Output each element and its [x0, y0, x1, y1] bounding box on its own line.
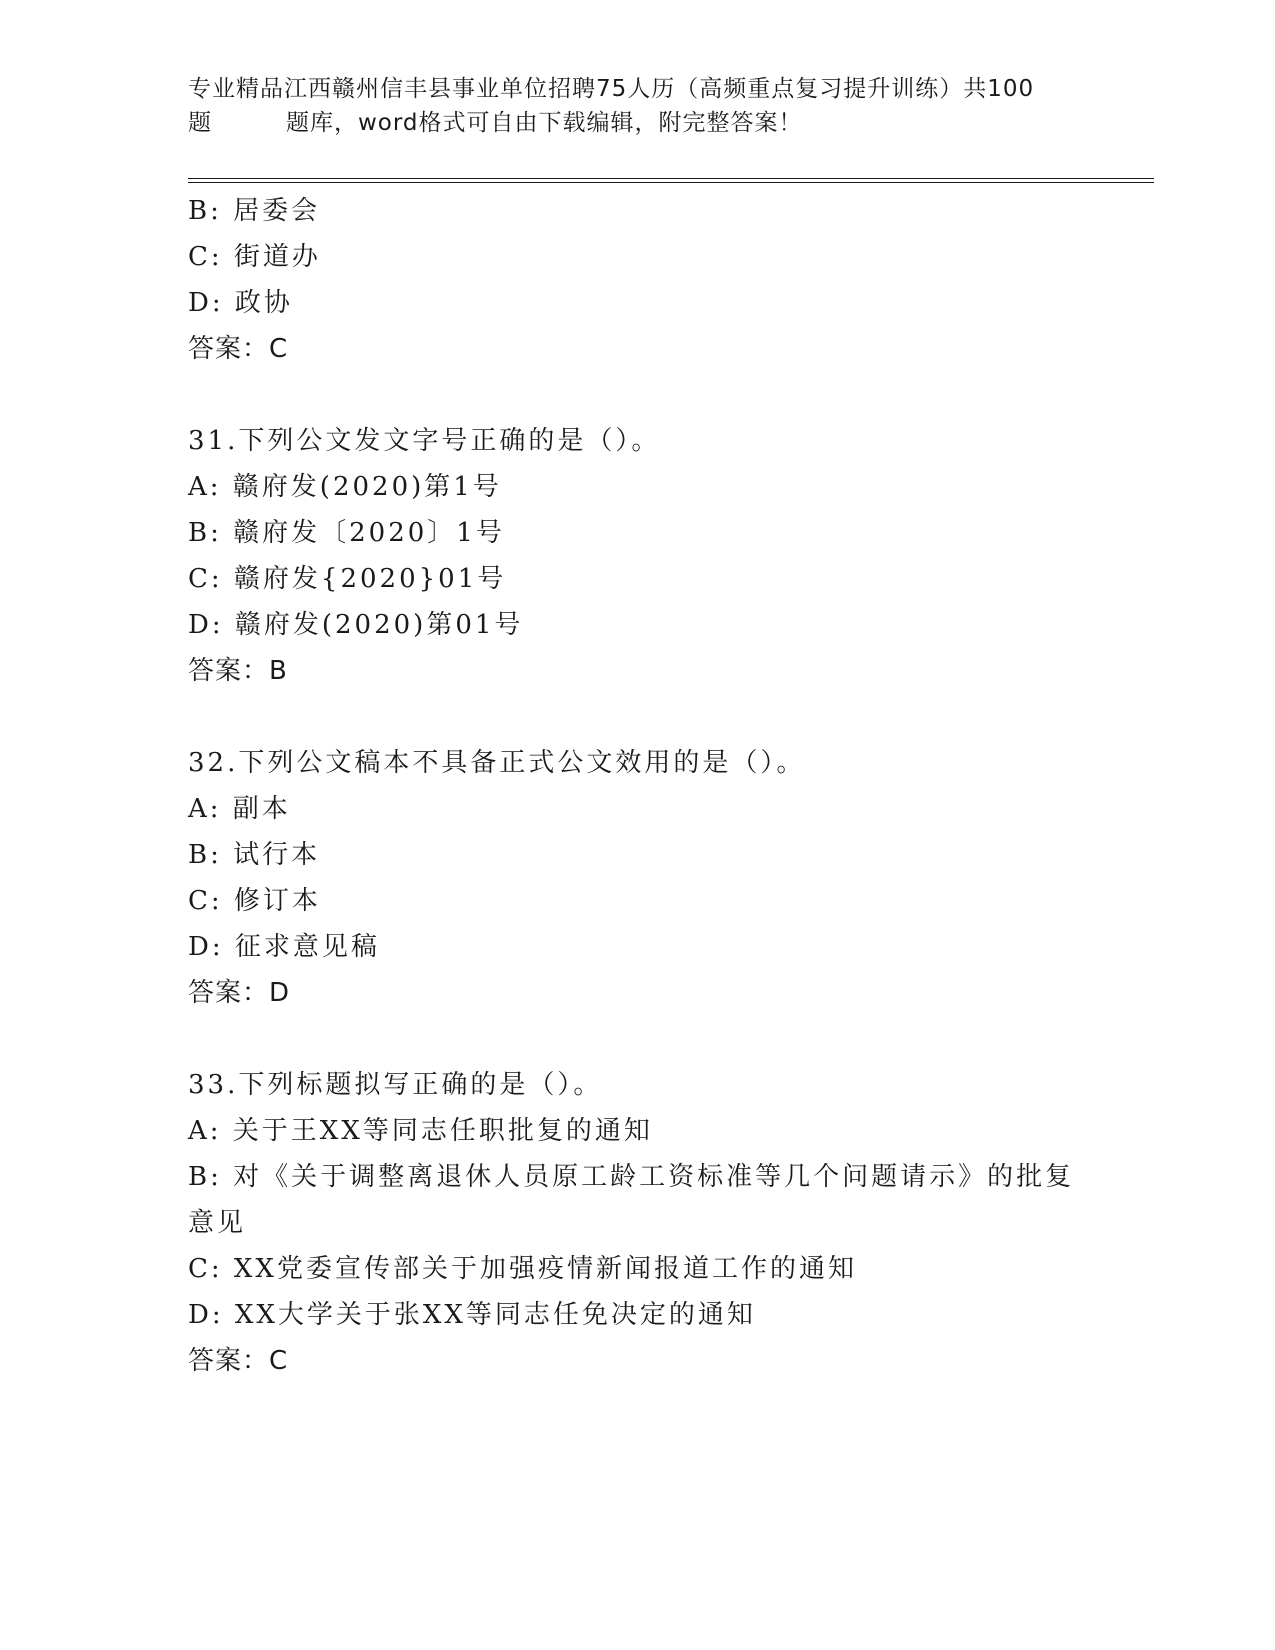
page-header [188, 72, 1088, 140]
option-c: C: 街道办 [188, 242, 321, 272]
option-c: C: XX党委宣传部关于加强疫情新闻报道工作的通知 [188, 1254, 857, 1284]
question-block-32 [188, 740, 1088, 1016]
question-block-30-continued [188, 188, 1088, 372]
option-b-continued: 意见 [188, 1208, 247, 1238]
option-b: B: 试行本 [188, 840, 321, 870]
header-subtitle: 题库，word格式可自由下载编辑，附完整答案！ [286, 110, 803, 136]
option-b: B: 居委会 [188, 196, 321, 226]
option-d: D: 征求意见稿 [188, 932, 380, 962]
option-d: D: XX大学关于张XX等同志任免决定的通知 [188, 1300, 756, 1330]
header-divider-bottom [188, 182, 1154, 183]
question-block-31 [188, 418, 1088, 694]
answer-line: 答案：B [188, 656, 288, 686]
option-b: B: 对《关于调整离退休人员原工龄工资标准等几个问题请示》的批复 [188, 1162, 1075, 1192]
question-stem: 33.下列标题拟写正确的是（）。 [188, 1070, 603, 1100]
answer-line: 答案：C [188, 334, 289, 364]
answer-line: 答案：C [188, 1346, 289, 1376]
answer-line: 答案：D [188, 978, 291, 1008]
header-title-line-1: 专业精品江西赣州信丰县事业单位招聘75人历（高频重点复习提升训练）共100 [188, 76, 1035, 102]
header-title-line-2 [188, 106, 1088, 140]
option-d: D: 赣府发(2020)第01号 [188, 610, 524, 640]
option-c: C: 赣府发{2020}01号 [188, 564, 507, 594]
option-a: A: 副本 [188, 794, 291, 824]
header-divider-top [188, 178, 1154, 179]
option-c: C: 修订本 [188, 886, 321, 916]
question-stem: 32.下列公文稿本不具备正式公文效用的是（）。 [188, 748, 806, 778]
question-stem: 31.下列公文发文字号正确的是（）。 [188, 426, 661, 456]
header-title-fragment: 题 [188, 110, 212, 136]
option-d: D: 政协 [188, 288, 293, 318]
option-a: A: 赣府发(2020)第1号 [188, 472, 502, 502]
option-b: B: 赣府发〔2020〕1号 [188, 518, 505, 548]
option-a: A: 关于王XX等同志任职批复的通知 [188, 1116, 653, 1146]
question-block-33 [188, 1062, 1088, 1384]
question-content [188, 188, 1088, 1384]
